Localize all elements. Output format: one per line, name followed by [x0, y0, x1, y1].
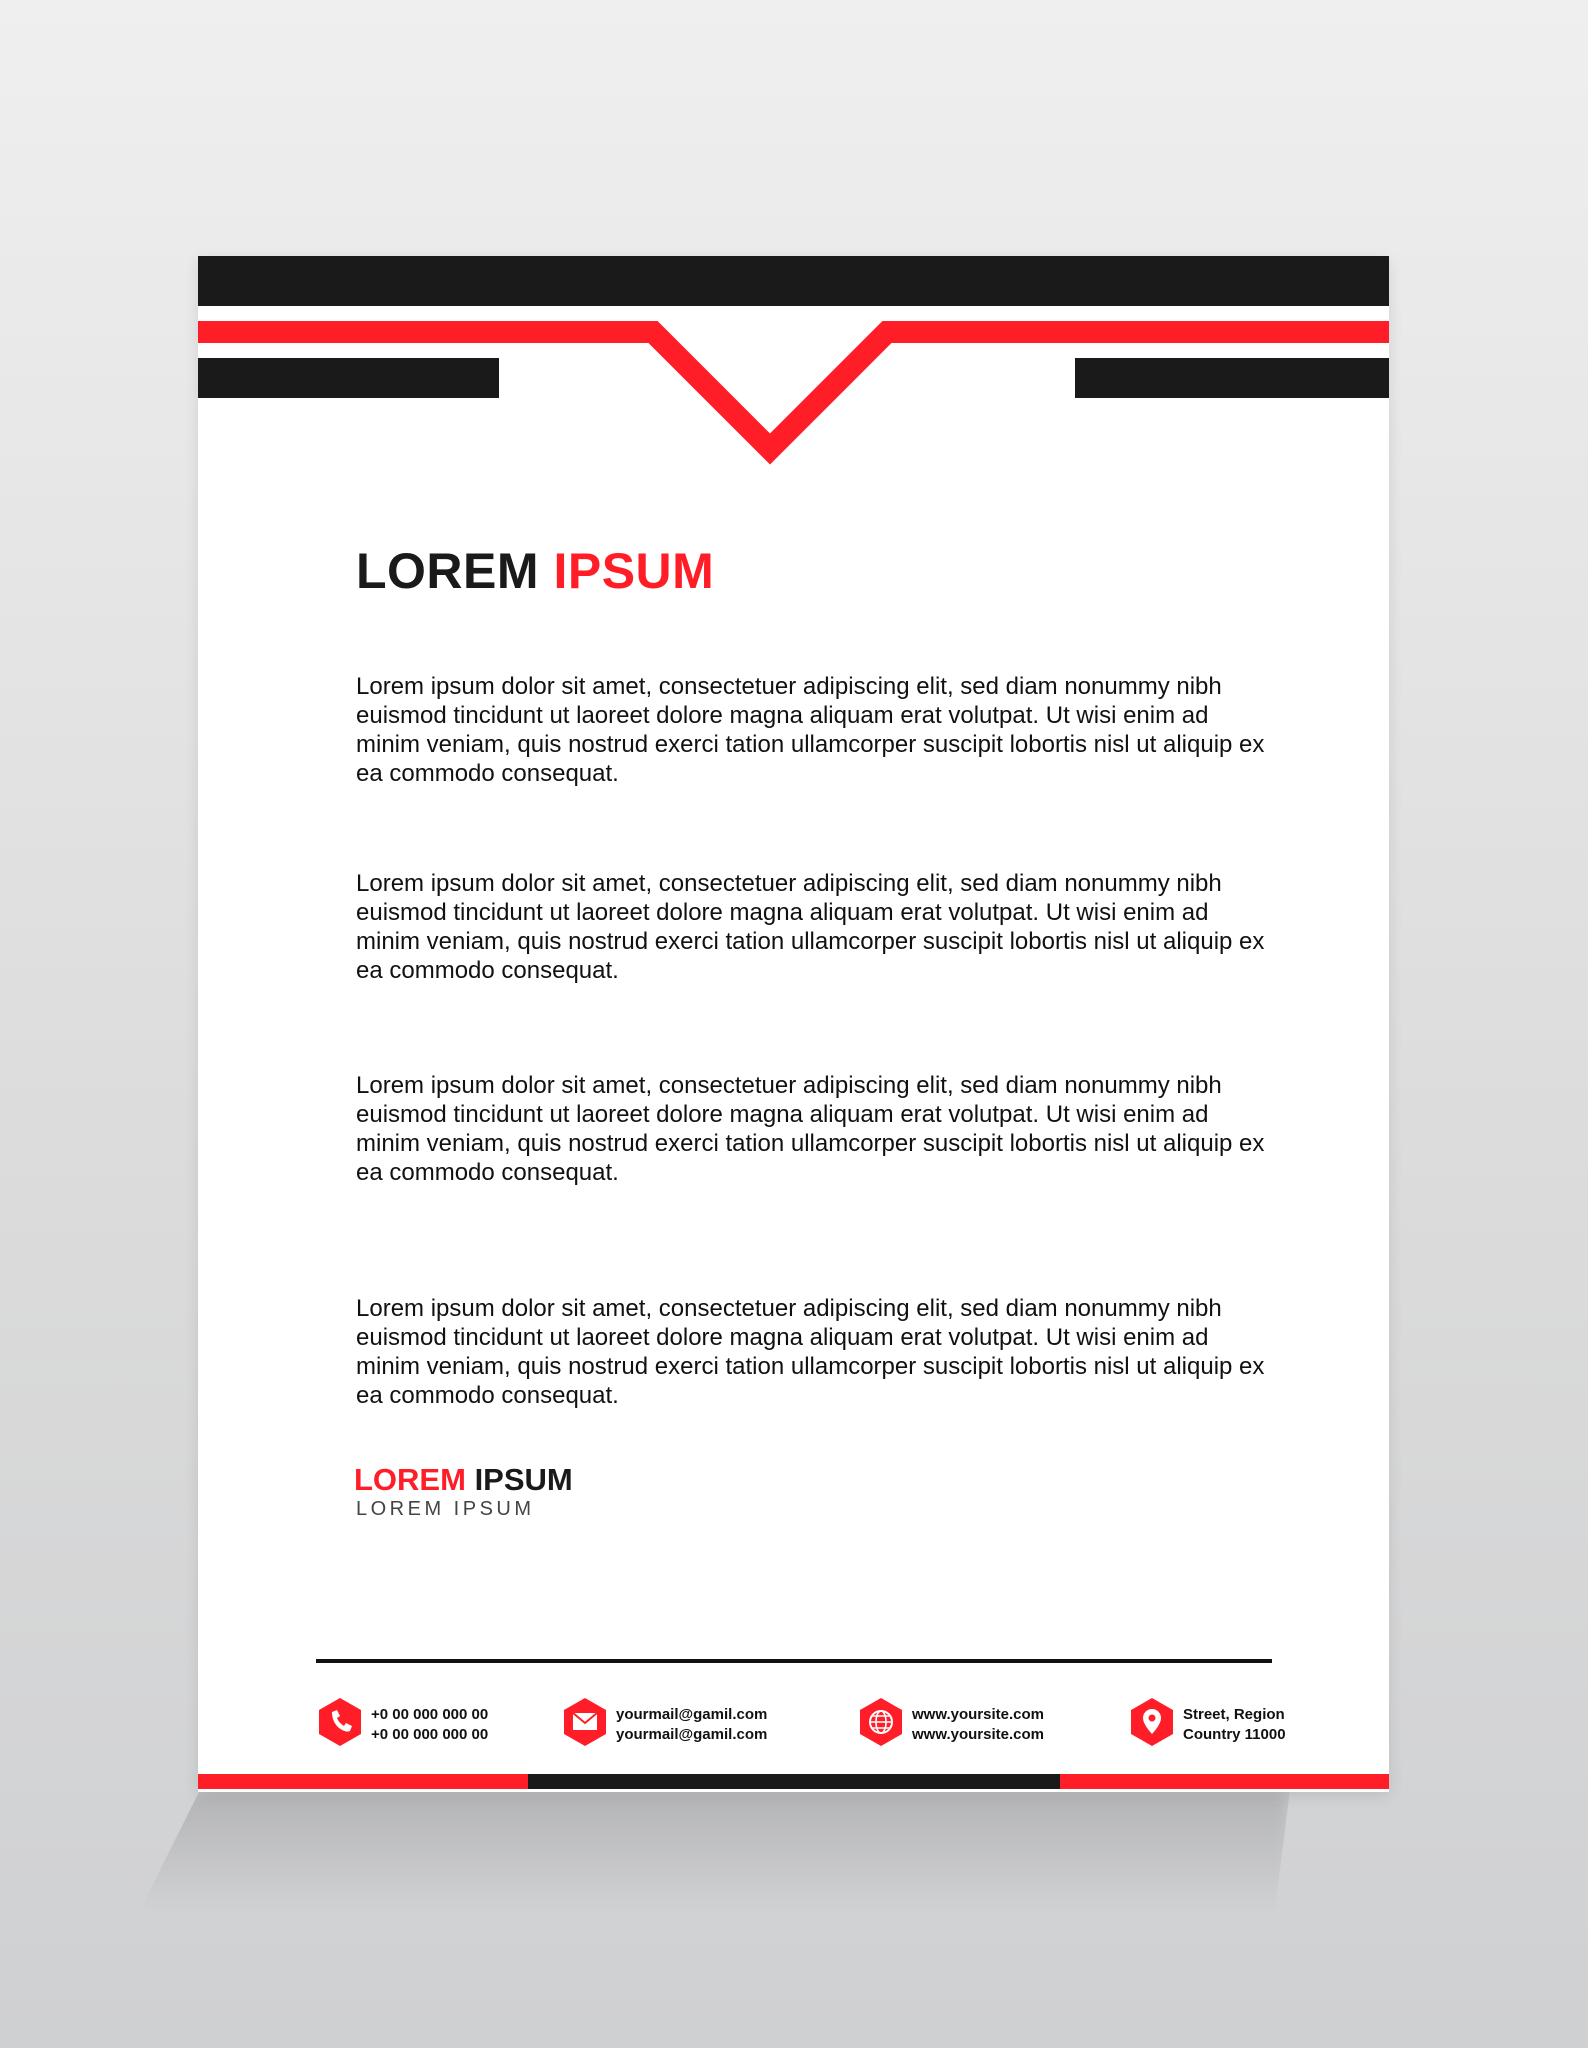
footer-divider — [316, 1659, 1272, 1663]
title-word-dark: LOREM — [356, 543, 540, 599]
body-paragraph: Lorem ipsum dolor sit amet, consectetuer adipiscing elit, sed diam nonummy nibh euismod tincidunt ut laoreet dolore magna aliquam erat volutpat. Ut wisi enim ad minim veniam, quis nostrud exerci tation ullamcorper suscipit lobortis nisl ut aliquip ex ea commodo consequat. — [356, 1072, 1265, 1186]
header-top-bar — [198, 256, 1389, 306]
signature-subtitle: LOREM IPSUM — [356, 1498, 535, 1520]
body-paragraph: Lorem ipsum dolor sit amet, consectetuer adipiscing elit, sed diam nonummy nibh euismod tincidunt ut laoreet dolore magna aliquam erat volutpat. Ut wisi enim ad minim veniam, quis nostrud exerci tation ullamcorper suscipit lobortis nisl ut aliquip ex ea commodo consequat. — [356, 870, 1265, 984]
contact-address-line2: Country 11000 — [1183, 1726, 1286, 1743]
contact-website-line1: www.yoursite.com — [912, 1706, 1044, 1723]
signature-word-red: LOREM — [354, 1462, 466, 1497]
header-right-bar — [1075, 358, 1389, 398]
header-decoration — [198, 256, 1389, 476]
contact-email-line2: yourmail@gamil.com — [616, 1726, 768, 1743]
mail-icon — [562, 1697, 608, 1747]
footer-bar-left — [198, 1774, 528, 1789]
contact-phone-line1: +0 00 000 000 00 — [371, 1706, 489, 1723]
contact-email-line1: yourmail@gamil.com — [616, 1706, 768, 1723]
signature-name — [354, 1462, 573, 1498]
body-paragraph: Lorem ipsum dolor sit amet, consectetuer adipiscing elit, sed diam nonummy nibh euismod tincidunt ut laoreet dolore magna aliquam erat volutpat. Ut wisi enim ad minim veniam, quis nostrud exerci tation ullamcorper suscipit lobortis nisl ut aliquip ex ea commodo consequat. — [356, 673, 1265, 787]
body-paragraph: Lorem ipsum dolor sit amet, consectetuer adipiscing elit, sed diam nonummy nibh euismod tincidunt ut laoreet dolore magna aliquam erat volutpat. Ut wisi enim ad minim veniam, quis nostrud exerci tation ullamcorper suscipit lobortis nisl ut aliquip ex ea commodo consequat. — [356, 1295, 1265, 1409]
letterhead-page — [198, 256, 1389, 1792]
title-word-red: IPSUM — [553, 543, 715, 599]
contact-phone-line2: +0 00 000 000 00 — [371, 1726, 489, 1743]
page-shadow — [140, 1790, 1290, 1910]
contact-website-line2: www.yoursite.com — [912, 1726, 1044, 1743]
globe-icon — [858, 1697, 904, 1747]
phone-icon — [317, 1697, 363, 1747]
contact-address-line1: Street, Region — [1183, 1706, 1285, 1723]
page-title — [356, 542, 714, 600]
footer-bar-right — [1060, 1774, 1389, 1789]
signature-word-dark: IPSUM — [474, 1462, 573, 1497]
location-pin-icon — [1129, 1697, 1175, 1747]
header-left-bar — [198, 358, 499, 398]
footer-bar-center — [528, 1774, 1060, 1789]
